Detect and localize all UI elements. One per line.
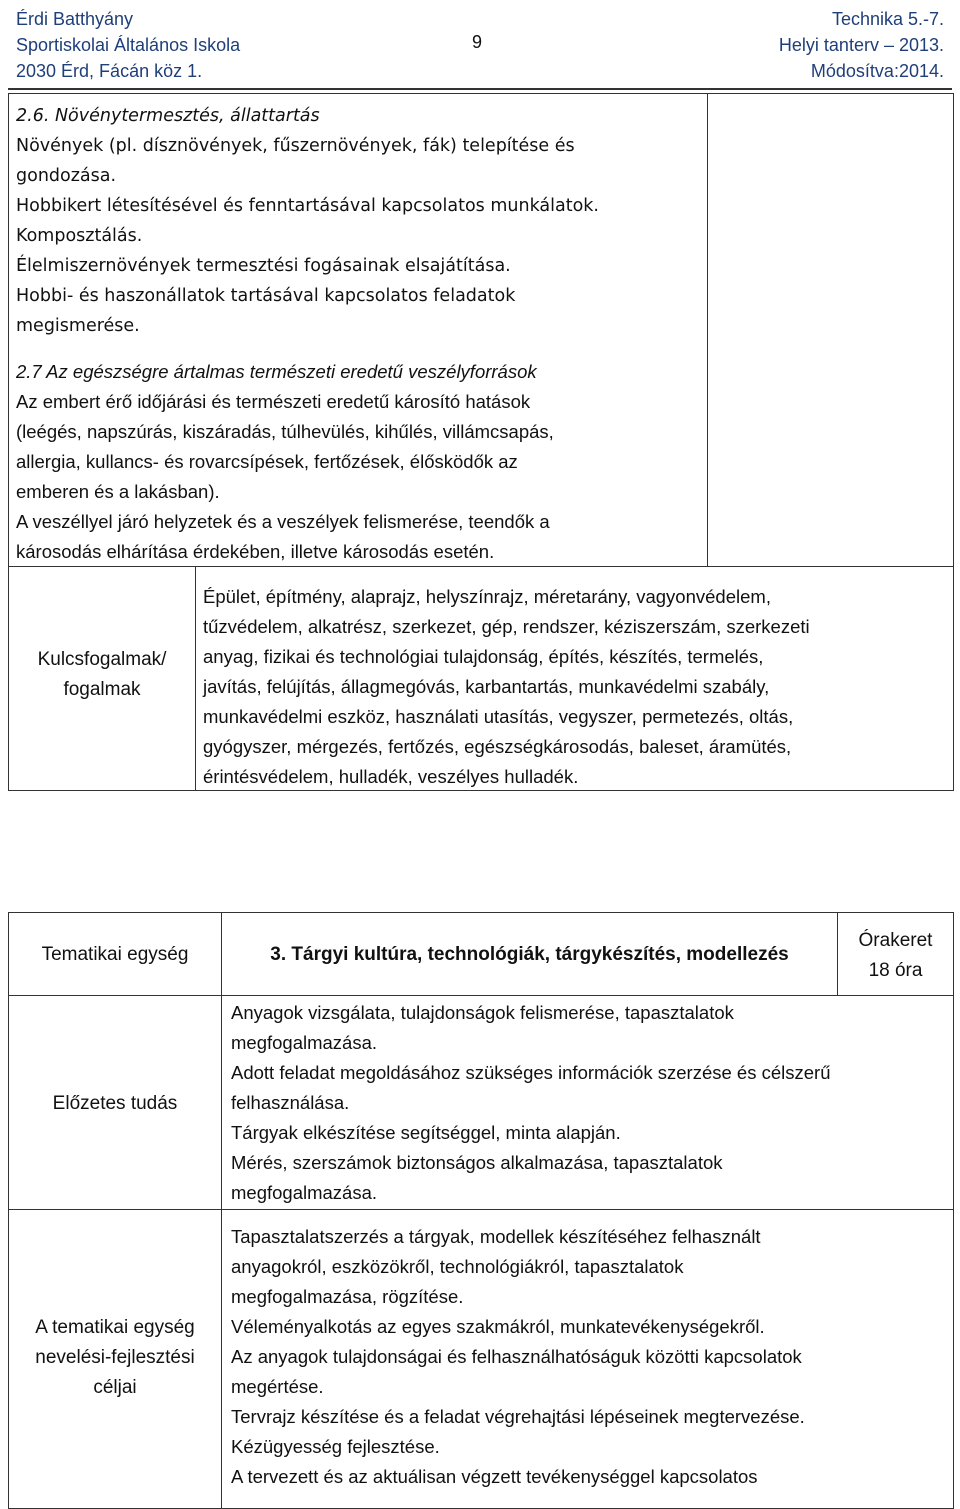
goals-label bbox=[8, 1313, 222, 1403]
text-line: A tervezett és az aktuálisan végzett tevékenységgel kapcsolatos bbox=[231, 1466, 758, 1487]
label-line: Kulcsfogalmak/ bbox=[37, 649, 167, 670]
text-line: Komposztálás. bbox=[16, 226, 143, 246]
prior-knowledge-text bbox=[231, 998, 831, 1208]
hours-block bbox=[837, 926, 954, 986]
text-line: Tárgyak elkészítése segítséggel, minta alapján. bbox=[231, 1122, 621, 1143]
content-table-unit bbox=[8, 912, 954, 1495]
text-line: gyógyszer, mérgezés, fertőzés, egészségkárosodás, baleset, áramütés, bbox=[203, 736, 792, 757]
unit-title: 3. Tárgyi kultúra, technológiák, tárgykészítés, modellezés bbox=[270, 944, 789, 965]
text-line: Kézügyesség fejlesztése. bbox=[231, 1436, 440, 1457]
text-line: felhasználása. bbox=[231, 1092, 350, 1113]
text-line: Mérés, szerszámok biztonságos alkalmazása, tapasztalatok bbox=[231, 1152, 723, 1173]
text-line: Adott feladat megoldásához szükséges információk szerzése és célszerű bbox=[231, 1062, 831, 1083]
text-line: A veszéllyel járó helyzetek és a veszélyek felismerése, teendők a bbox=[16, 511, 550, 532]
text-line: anyag, fizikai és technológiai tulajdonság, építés, készítés, termelés, bbox=[203, 646, 764, 667]
page-header bbox=[0, 0, 960, 88]
text-line: Tapasztalatszerzés a tárgyak, modellek készítéséhez felhasznált bbox=[231, 1226, 761, 1247]
text-line: megfogalmazása. bbox=[231, 1032, 378, 1053]
school-name-line-2: Sportiskolai Általános Iskola bbox=[16, 35, 241, 55]
label-line: A tematikai egység bbox=[35, 1317, 195, 1338]
text-line: Növények (pl. dísznövények, fűszernövények, fák) telepítése és bbox=[16, 136, 575, 156]
unit-label: Tematikai egység bbox=[41, 944, 189, 965]
key-concepts-text bbox=[203, 582, 810, 792]
text-line: Véleményalkotás az egyes szakmákról, munkatevékenységekről. bbox=[231, 1316, 765, 1337]
section-2-6 bbox=[16, 101, 599, 341]
text-line: Az anyagok tulajdonságai és felhasználhatóságuk közötti kapcsolatok bbox=[231, 1346, 802, 1367]
header-rule bbox=[8, 88, 952, 90]
text-line: (leégés, napszúrás, kiszáradás, túlhevülés, kihűlés, villámcsapás, bbox=[16, 421, 554, 442]
section-title: 2.6. Növénytermesztés, állattartás bbox=[16, 106, 320, 126]
page-number: 9 bbox=[472, 32, 483, 52]
text-line: tűzvédelem, alkatrész, szerkezet, gép, rendszer, kéziszerszám, szerkezeti bbox=[203, 616, 810, 637]
text-line: Tervrajz készítése és a feladat végrehajtási lépéseinek megtervezése. bbox=[231, 1406, 805, 1427]
goals-text bbox=[231, 1222, 805, 1492]
text-line: munkavédelmi eszköz, használati utasítás, vegyszer, permetezés, oltás, bbox=[203, 706, 794, 727]
text-line: érintésvédelem, hulladék, veszélyes hulladék. bbox=[203, 766, 579, 787]
label-line: fogalmak bbox=[63, 679, 141, 700]
text-line: javítás, felújítás, állagmegóvás, karbantartás, munkavédelmi szabály, bbox=[203, 676, 770, 697]
subject-line: Technika 5.-7. bbox=[831, 9, 944, 29]
hours-value: 18 óra bbox=[868, 960, 923, 981]
content-table-top bbox=[8, 93, 954, 791]
hours-label: Órakeret bbox=[858, 930, 933, 951]
text-line: gondozása. bbox=[16, 166, 117, 186]
text-line: Élelmiszernövények termesztési fogásainak elsajátítása. bbox=[16, 256, 511, 276]
text-line: Hobbi- és haszonállatok tartásával kapcsolatos feladatok bbox=[16, 286, 516, 306]
prior-knowledge-label: Előzetes tudás bbox=[52, 1093, 178, 1114]
key-concepts-label bbox=[8, 645, 196, 705]
school-info bbox=[16, 6, 240, 84]
text-line: Anyagok vizsgálata, tulajdonságok felismerése, tapasztalatok bbox=[231, 1002, 734, 1023]
modified-line: Módosítva:2014. bbox=[810, 61, 944, 81]
text-line: megismerése. bbox=[16, 316, 140, 336]
text-line: Hobbikert létesítésével és fenntartásával kapcsolatos munkálatok. bbox=[16, 196, 599, 216]
text-line: megfogalmazása, rögzítése. bbox=[231, 1286, 464, 1307]
text-line: megértése. bbox=[231, 1376, 324, 1397]
text-line: károsodás elhárítása érdekében, illetve károsodás esetén. bbox=[16, 541, 495, 562]
text-line: anyagokról, eszközökről, technológiákról, tapasztalatok bbox=[231, 1256, 684, 1277]
document-info bbox=[779, 6, 944, 84]
empty-side-cell bbox=[707, 93, 954, 567]
section-title: 2.7 Az egészségre ártalmas természeti eredetű veszélyforrások bbox=[16, 361, 537, 382]
text-line: emberen és a lakásban). bbox=[16, 481, 220, 502]
label-line: nevelési-fejlesztési bbox=[35, 1347, 195, 1368]
school-name-line-1: Érdi Batthyány bbox=[16, 9, 134, 29]
text-line: Épület, építmény, alaprajz, helyszínrajz, méretarány, vagyonvédelem, bbox=[203, 586, 771, 607]
section-2-7 bbox=[16, 357, 554, 567]
text-line: Az embert érő időjárási és természeti eredetű károsító hatások bbox=[16, 391, 531, 412]
text-line: allergia, kullancs- és rovarcsípések, fertőzések, élősködők az bbox=[16, 451, 518, 472]
school-address: 2030 Érd, Fácán köz 1. bbox=[16, 61, 203, 81]
text-line: megfogalmazása. bbox=[231, 1182, 378, 1203]
curriculum-line: Helyi tanterv – 2013. bbox=[778, 35, 944, 55]
label-line: céljai bbox=[93, 1377, 137, 1398]
